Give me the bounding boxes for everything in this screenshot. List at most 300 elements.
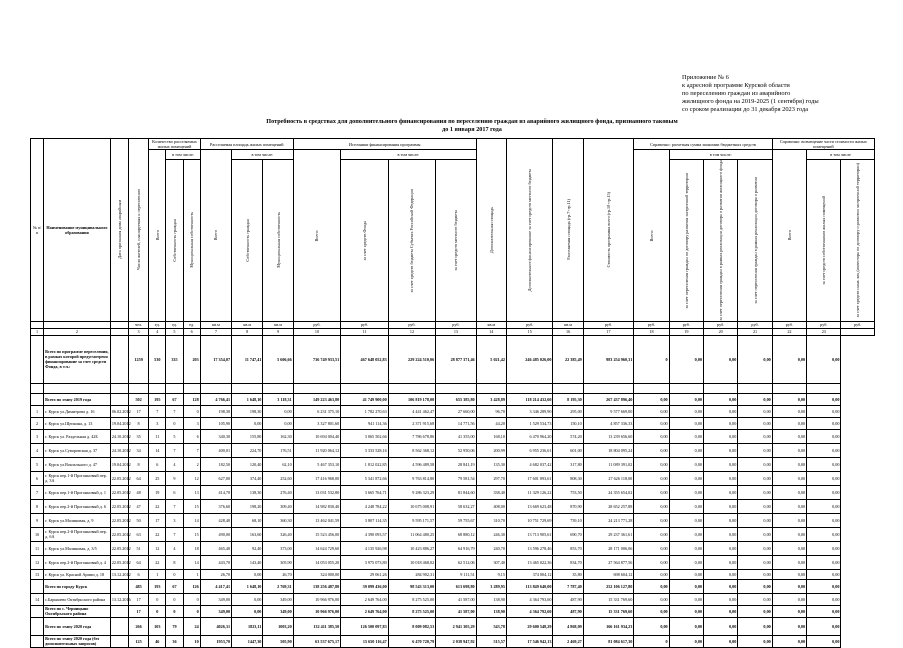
column-numbers-row	[31, 328, 875, 335]
row-value: 64	[129, 471, 149, 485]
row-value: 63 537 675,17	[293, 635, 340, 647]
row-value: 15 523 456,00	[293, 527, 340, 541]
row-value: 601,00	[553, 443, 583, 457]
row-value: 335	[166, 335, 183, 383]
row-value: 0,00	[704, 499, 738, 513]
row-value: 0,00	[634, 429, 669, 443]
row-value: 0,00	[634, 605, 669, 617]
row-name: Всего по с. Черницыно Октябрьского района	[44, 605, 111, 617]
row-value: 64	[129, 555, 149, 569]
row-value: 149 223 463,80	[293, 393, 340, 405]
row-value: 0,00	[704, 335, 738, 383]
header-ref-pay-total: Всего:	[634, 150, 669, 322]
row-value: 267 437 896,40	[583, 393, 634, 405]
row-value: 0,00	[634, 443, 669, 457]
row-value: 182,50	[200, 457, 231, 471]
row-value: 17	[129, 605, 149, 617]
row-value: 0,00	[669, 393, 703, 405]
row-value: 6 470 720,79	[388, 635, 435, 647]
row-value: 0,00	[704, 527, 738, 541]
row-value: 4 682 037,42	[506, 457, 552, 471]
row-date: 22.05.2012	[110, 527, 128, 541]
row-value: 373,00	[263, 541, 293, 555]
row-value: 11	[149, 429, 166, 443]
unit-cell: ед.	[183, 321, 200, 328]
header-date: Дата признания дома аварийным	[110, 139, 128, 322]
row-value: 7	[166, 527, 183, 541]
row-value: 0,00	[738, 457, 772, 471]
row-date	[110, 383, 128, 393]
row-value: 4 868,09	[553, 617, 583, 635]
row-value: 92,40	[232, 541, 263, 555]
header-incl: в том числе	[807, 150, 875, 160]
row-value: 41 749 900,00	[341, 393, 388, 405]
row-date: 22.05.2012	[110, 513, 128, 527]
row-value: 46	[149, 635, 166, 647]
row-value: 35	[129, 429, 149, 443]
table-row	[31, 485, 875, 499]
row-value: 13 031 532,80	[293, 485, 340, 499]
header-ref-pay-b: за счет переселения граждан в рамках реализации договора о развитии жилищного фонда	[704, 160, 738, 322]
row-value: 52 950,06	[436, 443, 476, 457]
row-value: 15	[183, 527, 200, 541]
row-value: 9 595 171,57	[388, 513, 435, 527]
row-value: 15 331 769,60	[583, 605, 634, 617]
row-value: 1447,30	[232, 635, 263, 647]
row-value: 324 000,00	[293, 569, 340, 579]
row-value: 0,00	[232, 593, 263, 605]
header-total-cost: Стоимость программы всего (гр.10+гр.15)	[583, 139, 634, 322]
row-value: 530	[149, 335, 166, 383]
column-number-cell: 12	[388, 328, 435, 335]
unit-cell	[44, 321, 111, 328]
row-value: 11 747,41	[232, 335, 263, 383]
unit-cell: руб.	[341, 321, 388, 328]
row-value: 9,15	[476, 569, 506, 579]
row-value: 326,40	[263, 527, 293, 541]
row-value: 15 650 116,47	[341, 635, 388, 647]
row-value: 14 771,56	[436, 417, 476, 429]
row-value: 13 713 905,61	[506, 527, 552, 541]
column-number-cell: 6	[183, 328, 200, 335]
row-value: 3 333 528,16	[341, 443, 388, 457]
row-value: 487,90	[553, 593, 583, 605]
row-value: 22	[149, 527, 166, 541]
row-value: 0,00	[807, 393, 841, 405]
row-value: 39 099 436,00	[341, 579, 388, 593]
row-value: 22	[149, 499, 166, 513]
row-value: 35,80	[553, 569, 583, 579]
row-value: 3 665 764,71	[341, 485, 388, 499]
row-value	[807, 383, 841, 393]
row-value: 138,90	[476, 593, 506, 605]
row-value: 17	[149, 513, 166, 527]
column-number-cell: 14	[476, 328, 506, 335]
row-value: 0,00	[634, 471, 669, 485]
row-value: 0	[166, 417, 183, 429]
table-row	[31, 579, 875, 593]
row-value: 0,00	[807, 617, 841, 635]
row-name: г. Курск ул.Малиновая, д. 3/5	[44, 541, 111, 555]
row-value: 9 577 669,00	[583, 405, 634, 417]
row-value: 10 966 976,00	[293, 605, 340, 617]
row-value: 3 289,95	[476, 579, 506, 593]
header-incl: в том числе:	[341, 150, 476, 160]
table-row	[31, 569, 875, 579]
row-value: 10 423 886,27	[388, 541, 435, 555]
row-value: 0,00	[772, 541, 806, 555]
row-value: 28 877 371,46	[436, 335, 476, 383]
row-value: 62 512,06	[436, 555, 476, 569]
row-value: 252 106 127,80	[583, 579, 634, 593]
row-value	[166, 383, 183, 393]
row-value: 7	[166, 443, 183, 457]
row-value: 14	[149, 443, 166, 457]
row-value: 0,00	[634, 541, 669, 555]
row-value: 0,00	[738, 405, 772, 417]
row-value: 7 787,40	[553, 579, 583, 593]
row-value: 0,00	[772, 393, 806, 405]
row-value: 8 562 368,12	[388, 443, 435, 457]
row-value: 0,00	[738, 555, 772, 569]
row-value: 13 239 656,60	[583, 429, 634, 443]
row-value: 0,00	[772, 555, 806, 569]
header-ref-comp-total: Всего	[772, 150, 806, 322]
table-row	[31, 513, 875, 527]
row-value: 0,00	[669, 471, 703, 485]
row-value: 1	[149, 569, 166, 579]
row-value: 338,40	[476, 485, 506, 499]
header-ref-comp: Справочно: возмещение части стоимости жилых помещений	[772, 139, 874, 150]
row-value: 6	[166, 485, 183, 499]
row-number: 2	[31, 417, 44, 429]
row-value: 4 364 793,60	[506, 593, 552, 605]
header-ref-pay-a: за счет переселения граждан по договору развития застроенной территории	[669, 160, 703, 322]
row-value: 24 355 654,02	[583, 485, 634, 499]
row-value	[263, 383, 293, 393]
unit-cell: руб.	[772, 321, 806, 328]
row-value: 26,70	[263, 569, 293, 579]
row-value: 2 038 947,92	[436, 635, 476, 647]
row-number: 10	[31, 527, 44, 541]
row-date: 19.04.2012	[110, 457, 128, 471]
table-body	[31, 335, 875, 647]
row-value	[506, 383, 552, 393]
row-value: 14	[183, 555, 200, 569]
row-value: 0,00	[772, 443, 806, 457]
row-number	[31, 393, 44, 405]
row-date: 24.10.2012	[110, 443, 128, 457]
row-value: 105,90	[200, 417, 231, 429]
column-number-cell: 16	[553, 328, 583, 335]
row-value: 4026,31	[200, 617, 231, 635]
row-name: г. Курск пер.1-й Прогонновый пер. д. 3А	[44, 471, 111, 485]
unit-cell	[31, 321, 44, 328]
row-value: 10 018 468,02	[388, 555, 435, 569]
row-value: 0	[166, 569, 183, 579]
header-ref-comp-a: за счет средств собственников жилых помещений	[807, 160, 841, 322]
table-row	[31, 605, 875, 617]
row-value: 0,00	[772, 471, 806, 485]
row-value: 276,40	[263, 485, 293, 499]
row-value: 18 804 095,24	[583, 443, 634, 457]
row-value: 0,00	[669, 417, 703, 429]
row-date: 22.05.2012	[110, 541, 128, 555]
row-value: 0,00	[772, 605, 806, 617]
row-value	[129, 383, 149, 393]
row-value: 0,00	[738, 579, 772, 593]
row-value: 0,00	[704, 457, 738, 471]
row-date	[110, 617, 128, 635]
row-value: 10 751 729,69	[506, 513, 552, 527]
header-rooms: Количество расселяемых жилых помещений	[149, 139, 201, 150]
row-value: 0	[166, 605, 183, 617]
header-people: Число жителей, планируемых к переселению	[129, 139, 149, 322]
header-incl: в том числе:	[166, 150, 200, 160]
row-number: 13	[31, 569, 44, 579]
row-value: 487,90	[553, 605, 583, 617]
appendix-line: по переселению граждан из аварийного	[682, 90, 791, 97]
row-value: 376,60	[200, 499, 231, 513]
row-value: 0,00	[704, 471, 738, 485]
row-value: 67	[166, 579, 183, 593]
row-value: 1003,20	[263, 617, 293, 635]
table-row	[31, 457, 875, 471]
row-value: 138 256 487,80	[293, 579, 340, 593]
row-value: 0,00	[807, 513, 841, 527]
title-line: Потребность в средствах для дополнительного финансирования по переселению граждан из аварийного жилищного фонда, признанного таковым	[266, 118, 678, 125]
row-value: 8	[166, 555, 183, 569]
row-value: 1953,70	[200, 635, 231, 647]
row-value: 1 648,10	[232, 579, 263, 593]
row-value: 13	[183, 485, 200, 499]
row-value: 834,70	[553, 555, 583, 569]
row-value: 18	[183, 541, 200, 555]
row-value: 10 675 008,91	[388, 499, 435, 513]
row-number: 14	[31, 593, 44, 605]
row-value: 15 331 769,60	[583, 593, 634, 605]
row-value: 0,00	[807, 635, 841, 647]
row-value: 753,50	[553, 485, 583, 499]
column-number-cell: 4	[149, 328, 166, 335]
table-row	[31, 555, 875, 569]
column-number-cell: 15	[506, 328, 552, 335]
row-value: 0,00	[634, 617, 669, 635]
row-value: 0,00	[738, 429, 772, 443]
row-date: 13.12.2012	[110, 569, 128, 579]
header-fin-total: Всего:	[293, 150, 340, 322]
row-value: 0,00	[738, 499, 772, 513]
row-value: 0,00	[738, 569, 772, 579]
row-value: 310,70	[476, 513, 506, 527]
column-number-cell: 3	[129, 328, 149, 335]
table-row	[31, 527, 875, 541]
row-value: 0,00	[704, 605, 738, 617]
row-number	[31, 605, 44, 617]
row-value: 6	[129, 569, 149, 579]
row-value: 0,00	[807, 443, 841, 457]
row-value: 0,00	[704, 617, 738, 635]
row-value: 7 786 678,86	[388, 429, 435, 443]
column-number-cell: 21	[738, 328, 772, 335]
row-value: 198,30	[232, 405, 263, 417]
row-value: 307,40	[476, 555, 506, 569]
column-number-cell: 22	[772, 328, 806, 335]
row-value: 0,00	[772, 417, 806, 429]
row-value: 103	[149, 617, 166, 635]
row-value: 168,10	[476, 429, 506, 443]
row-value: 0,00	[807, 471, 841, 485]
row-value: 2	[183, 457, 200, 471]
row-value: 10	[183, 635, 200, 647]
table-row	[31, 443, 875, 457]
row-value: 0,00	[669, 617, 703, 635]
table-row	[31, 541, 875, 555]
row-value: 0,00	[772, 527, 806, 541]
row-value: 4 135 926,98	[341, 541, 388, 555]
row-value: 627,00	[200, 471, 231, 485]
row-value: 29 237 361,61	[583, 527, 634, 541]
row-value: 0,00	[634, 417, 669, 429]
row-value: 428,40	[200, 513, 231, 527]
row-value: 64 916,79	[436, 541, 476, 555]
row-value: 143,40	[232, 555, 263, 569]
column-number-cell: 1	[31, 328, 44, 335]
row-value: 0,00	[669, 443, 703, 457]
header-area-total: Всего	[200, 150, 231, 322]
row-value: 252,60	[263, 471, 293, 485]
row-name: г. Курск ул. Раздельная д. 42Б	[44, 429, 111, 443]
row-value: 59 755,67	[436, 513, 476, 527]
row-value: 50	[129, 513, 149, 527]
row-value: 19	[149, 485, 166, 499]
row-value: 0,00	[669, 527, 703, 541]
row-value: 24 213 771,28	[583, 513, 634, 527]
row-value: 7	[166, 499, 183, 513]
row-value: 3 428,89	[476, 393, 506, 405]
row-number: 11	[31, 541, 44, 555]
row-value: 0,00	[232, 417, 263, 429]
header-fin-local: за счет средств местного бюджета	[436, 160, 476, 322]
row-value: 736 749 933,51	[293, 335, 340, 383]
row-name	[44, 383, 111, 393]
row-date	[110, 635, 128, 647]
row-value: 150,10	[553, 417, 583, 429]
row-value: 0,00	[738, 593, 772, 605]
row-value: 305,90	[263, 555, 293, 569]
row-value: 135,30	[476, 457, 506, 471]
row-value: 246,30	[476, 527, 506, 541]
row-value: 0,00	[807, 541, 841, 555]
row-name: Всего по этапу 2020 года (без дополнительных запросов)	[44, 635, 111, 647]
row-value: 408,00	[476, 499, 506, 513]
row-value: 22 385,49	[553, 335, 583, 383]
row-value: 1 529 534,73	[506, 417, 552, 429]
row-value: 465,40	[200, 541, 231, 555]
row-value: 0,00	[807, 569, 841, 579]
row-number: 4	[31, 443, 44, 457]
row-value	[553, 383, 583, 393]
header-total-area: Расселяемая площадь (гр.7+гр.11)	[553, 139, 583, 322]
row-value: 4	[166, 541, 183, 555]
column-number-cell: 23	[807, 328, 841, 335]
row-value: 162,30	[263, 429, 293, 443]
row-value: 0,00	[738, 443, 772, 457]
row-value: 0,00	[704, 405, 738, 417]
row-value: 14 982 830,40	[293, 499, 340, 513]
row-value: 0,00	[634, 513, 669, 527]
row-value: 360,30	[263, 513, 293, 527]
row-value: 0,00	[772, 569, 806, 579]
row-value	[149, 383, 166, 393]
row-value: 41 587,00	[436, 593, 476, 605]
unit-cell: кв.м	[232, 321, 263, 328]
header-finance: Источники финансирования программы	[293, 139, 476, 150]
row-number	[31, 635, 44, 647]
row-value: 106 819 178,00	[388, 393, 435, 405]
row-date: 22.05.2012	[110, 555, 128, 569]
row-value: 0,00	[704, 635, 738, 647]
row-value: 1259	[129, 335, 149, 383]
row-value: 0,00	[738, 617, 772, 635]
row-value: 0,00	[704, 417, 738, 429]
row-value: 0,00	[704, 393, 738, 405]
row-name: с.Барышево Октябрьского района	[44, 593, 111, 605]
row-value: 27 564 877,56	[583, 555, 634, 569]
row-value: 0,00	[772, 499, 806, 513]
row-value: 0,00	[807, 593, 841, 605]
row-value: 3 807 114,35	[341, 513, 388, 527]
row-value: 14 053 055,20	[293, 555, 340, 569]
appendix-line: жилищного фонда на 2019-2025 (1 сентября) годы	[682, 98, 819, 105]
row-value: 4 857 336,33	[583, 417, 634, 429]
row-value: 176,51	[263, 443, 293, 457]
row-value: 51	[129, 541, 149, 555]
row-value: 9	[166, 471, 183, 485]
header-area-private: Собственность граждан	[232, 160, 263, 322]
row-value: 3	[183, 417, 200, 429]
row-value: 7	[183, 443, 200, 457]
column-number-cell: 13	[436, 328, 476, 335]
row-value	[772, 383, 806, 393]
row-value: 5 021,42	[476, 335, 506, 383]
row-name: Всего по программе переселения, в рамках которой предусмотрено финансирование за счет средств Фонда, в т.ч.:	[44, 335, 111, 383]
table-row	[31, 417, 875, 429]
row-value: 0,00	[669, 457, 703, 471]
row-value: 13 462 041,59	[293, 513, 340, 527]
row-value: 8 275 525,00	[388, 593, 435, 605]
unit-cell: ед.	[166, 321, 183, 328]
row-number	[31, 579, 44, 593]
row-value: 3 065 502,66	[341, 429, 388, 443]
row-value: 0,00	[704, 429, 738, 443]
title-line: до 1 января 2017 года	[442, 126, 502, 133]
row-value: 2 769,31	[263, 579, 293, 593]
row-value: 574,20	[553, 429, 583, 443]
header-num: № п/п	[31, 139, 44, 322]
row-date: 22.05.2012	[110, 499, 128, 513]
row-value: 295,00	[553, 405, 583, 417]
unit-cell: руб.	[704, 321, 738, 328]
row-value: 3 118,31	[263, 393, 293, 405]
table-row	[31, 335, 875, 383]
row-value: 26,70	[200, 569, 231, 579]
row-value: 11 329 126,22	[506, 485, 552, 499]
row-value: 27 660,00	[436, 405, 476, 417]
row-name: г. Курск пер.1-й Прогонновый д. 1	[44, 485, 111, 499]
row-value: 36	[166, 635, 183, 647]
row-value: 0,00	[669, 635, 703, 647]
